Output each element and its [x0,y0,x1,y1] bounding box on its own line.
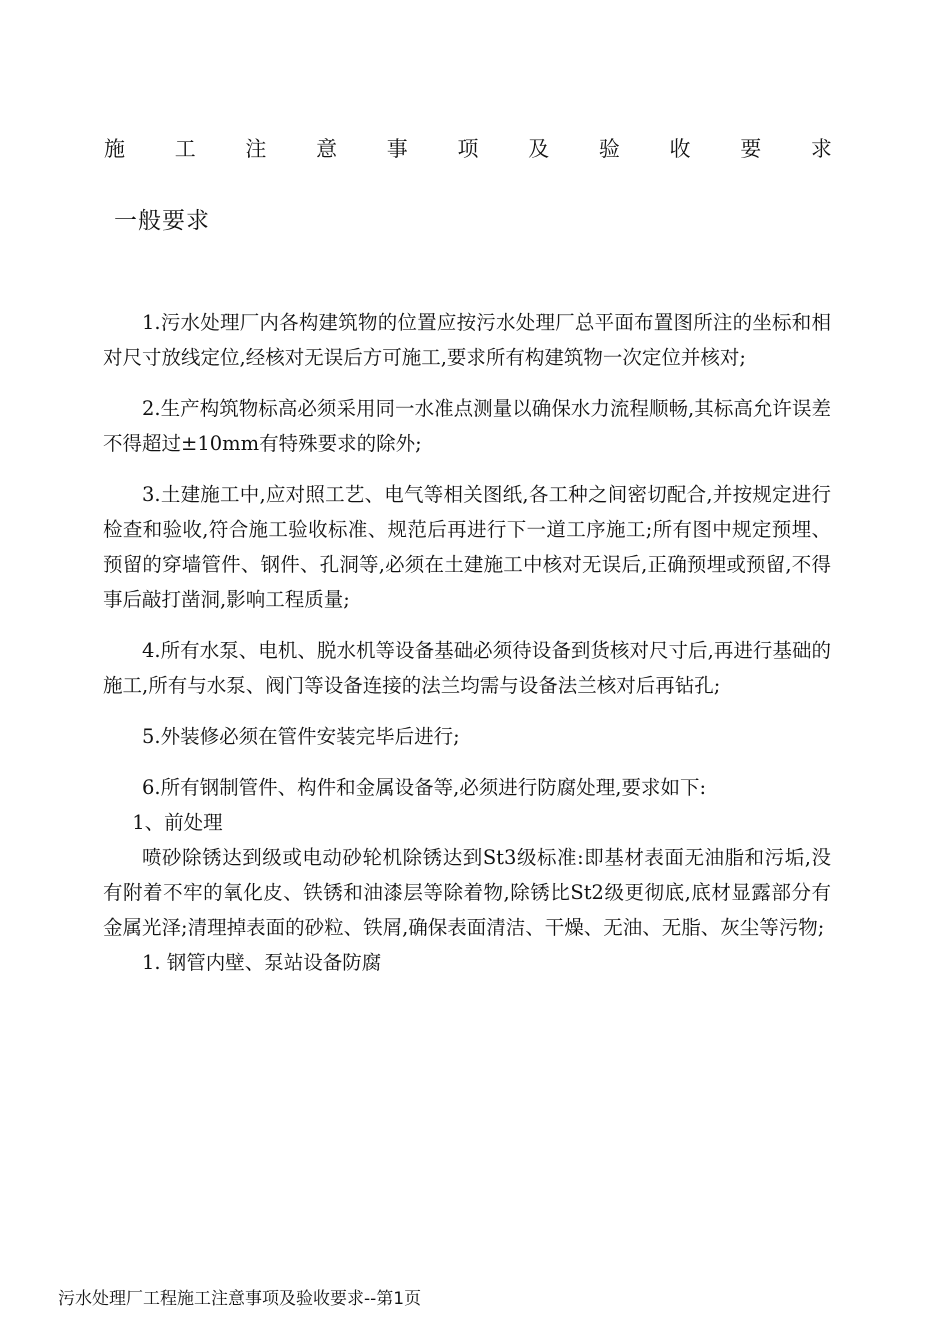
paragraph-2: 2.生产构筑物标高必须采用同一水准点测量以确保水力流程顺畅,其标高允许误差不得超过±10mm有特殊要求的除外; [103,397,831,455]
paragraph-4: 4.所有水泵、电机、脱水机等设备基础必须待设备到货核对尺寸后,再进行基础的施工,所有与水泵、阀门等设备连接的法兰均需与设备法兰核对后再钻孔; [103,639,831,697]
title-char: 要 [740,137,762,161]
title-char: 意 [316,137,338,161]
paragraph-pretreatment: 喷砂除锈达到级或电动砂轮机除锈达到St3级标准:即基材表面无油脂和污垢,没有附着不牢的氧化皮、铁锈和油漆层等除着物,除锈比St2级更彻底,底材显露部分有金属光泽;清理掉表面的砂粒、铁屑,确保表面清洁、干燥、无油、无脂、灰尘等污物; [103,846,831,939]
title-char: 收 [669,137,691,161]
page-footer: 污水处理厂工程施工注意事项及验收要求--第1页 [58,1289,422,1309]
paragraph-3: 3.土建施工中,应对照工艺、电气等相关图纸,各工种之间密切配合,并按规定进行检查和验收,符合施工验收标准、规范后再进行下一道工序施工;所有图中规定预埋、预留的穿墙管件、钢件、孔洞等,必须在土建施工中核对无误后,正确预埋或预留,不得事后敲打凿洞,影响工程质量; [103,483,831,611]
title-char: 工 [174,137,196,161]
title-char: 注 [245,137,267,161]
section-heading: 一般要求 [114,208,210,234]
sub-heading-anticorrosion: 1. 钢管内壁、泵站设备防腐 [142,951,382,974]
paragraph-6: 6.所有钢制管件、构件和金属设备等,必须进行防腐处理,要求如下: [142,776,707,799]
document-title [104,134,832,164]
sub-heading-pretreatment: 1、前处理 [132,811,223,834]
paragraph-5: 5.外装修必须在管件安装完毕后进行; [142,725,460,748]
title-char: 验 [598,137,620,161]
title-char: 项 [457,137,479,161]
paragraph-1: 1.污水处理厂内各构建筑物的位置应按污水处理厂总平面布置图所注的坐标和相对尺寸放线定位,经核对无误后方可施工,要求所有构建筑物一次定位并核对; [103,311,831,369]
title-char: 及 [528,137,550,161]
title-char: 事 [386,137,408,161]
document-body [103,305,831,980]
title-char: 求 [810,137,832,161]
title-char: 施 [104,137,125,161]
